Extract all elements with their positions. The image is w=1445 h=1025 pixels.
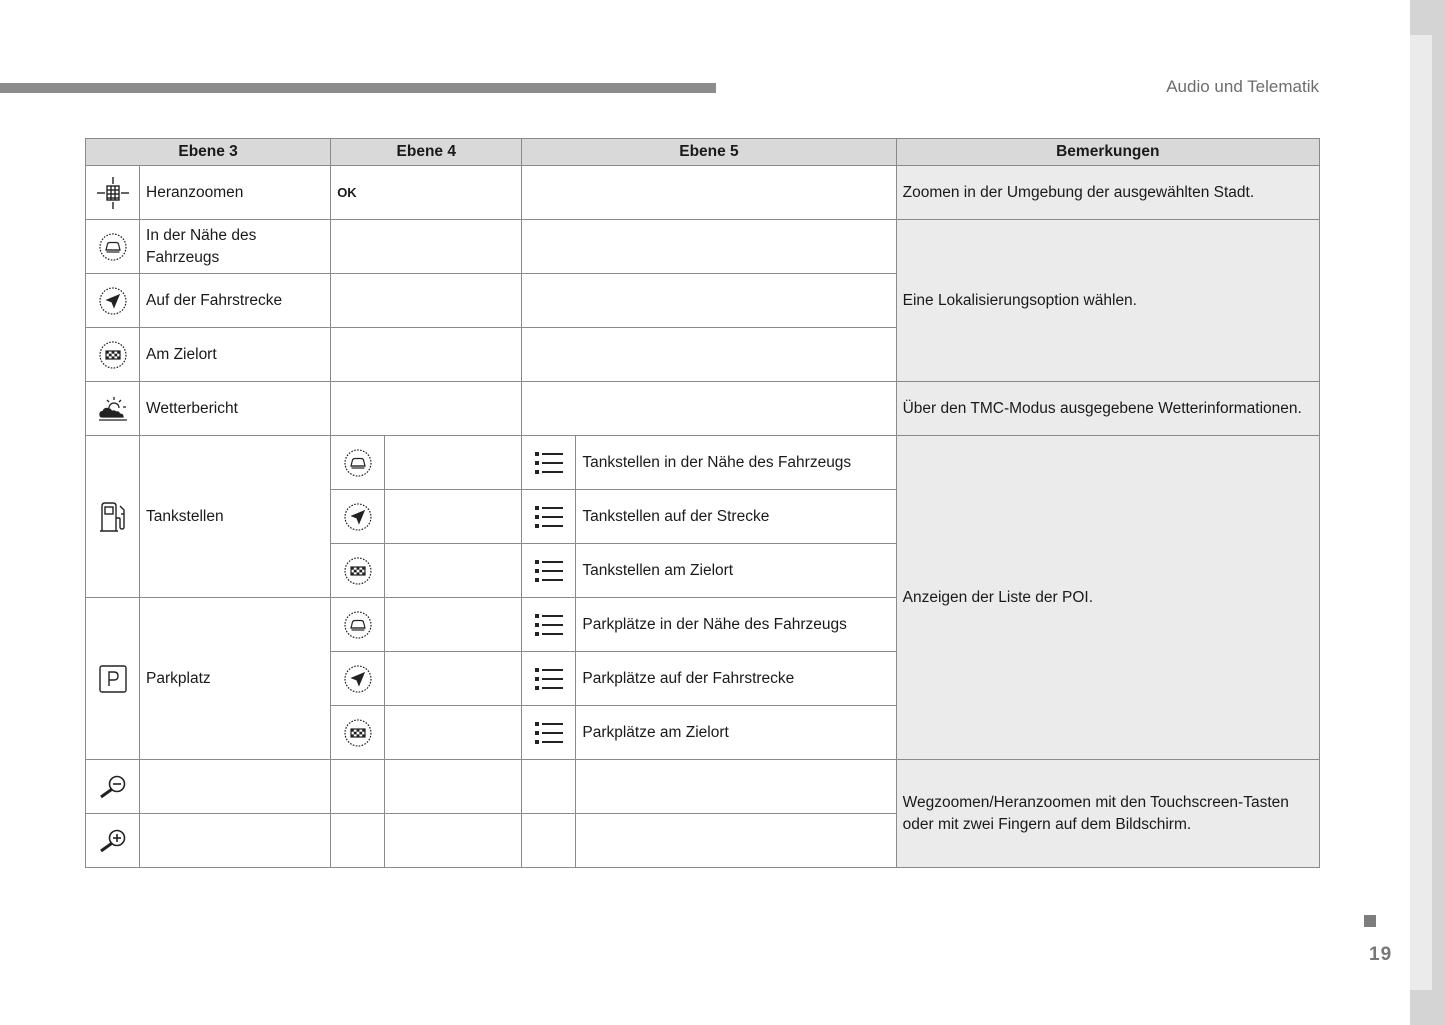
checkered-flag-icon: [86, 328, 140, 382]
zoom-position-icon: [86, 166, 140, 220]
ok-label: OK: [331, 166, 522, 220]
list-icon: [522, 544, 576, 598]
page-edge-inner: [1410, 35, 1432, 990]
list-item-label: Tankstellen am Zielort: [576, 544, 896, 598]
menu-table: [85, 138, 1320, 868]
remark: Über den TMC-Modus ausgegebene Wetterinformationen.: [896, 382, 1319, 436]
zoom-in-icon: [86, 814, 140, 868]
menu-label: Am Zielort: [140, 328, 331, 382]
list-icon: [522, 598, 576, 652]
section-title: Audio und Telematik: [1166, 77, 1319, 96]
navigation-arrow-icon: [331, 652, 385, 706]
table-row: [86, 760, 1320, 814]
list-icon: [522, 652, 576, 706]
table-row: [86, 220, 1320, 274]
menu-label: Wetterbericht: [140, 382, 331, 436]
navigation-arrow-icon: [331, 490, 385, 544]
remark: Anzeigen der Liste der POI.: [896, 436, 1319, 760]
list-item-label: Tankstellen auf der Strecke: [576, 490, 896, 544]
checkered-flag-icon: [331, 706, 385, 760]
column-header: Ebene 3: [86, 139, 331, 166]
menu-label: Auf der Fahrstrecke: [140, 274, 331, 328]
page-number: 19: [1369, 944, 1393, 965]
remark: Eine Lokalisierungsoption wählen.: [896, 220, 1319, 382]
menu-label: Parkplatz: [140, 598, 331, 760]
list-icon: [522, 436, 576, 490]
table-header-row: [86, 139, 1320, 166]
menu-label: Tankstellen: [140, 436, 331, 598]
list-icon: [522, 490, 576, 544]
car-circle-icon: [86, 220, 140, 274]
list-item-label: Parkplätze am Zielort: [576, 706, 896, 760]
zoom-out-icon: [86, 760, 140, 814]
list-icon: [522, 706, 576, 760]
table-row: [86, 436, 1320, 490]
page-marker: [1364, 915, 1376, 927]
header-bar: [0, 83, 716, 93]
car-circle-icon: [331, 598, 385, 652]
column-header: Ebene 4: [331, 139, 522, 166]
menu-label: Heranzoomen: [140, 166, 331, 220]
weather-icon: [86, 382, 140, 436]
list-item-label: Parkplätze auf der Fahrstrecke: [576, 652, 896, 706]
checkered-flag-icon: [331, 544, 385, 598]
car-circle-icon: [331, 436, 385, 490]
column-header: Bemerkungen: [896, 139, 1319, 166]
column-header: Ebene 5: [522, 139, 896, 166]
remark: Wegzoomen/Heranzoomen mit den Touchscreen-Tasten oder mit zwei Fingern auf dem Bildschirm.: [896, 760, 1319, 868]
fuel-pump-icon: [86, 436, 140, 598]
table-row: [86, 382, 1320, 436]
list-item-label: Parkplätze in der Nähe des Fahrzeugs: [576, 598, 896, 652]
menu-label: In der Nähe des Fahrzeugs: [140, 220, 331, 274]
remark: Zoomen in der Umgebung der ausgewählten Stadt.: [896, 166, 1319, 220]
list-item-label: Tankstellen in der Nähe des Fahrzeugs: [576, 436, 896, 490]
table-row: [86, 166, 1320, 220]
navigation-arrow-icon: [86, 274, 140, 328]
parking-icon: [86, 598, 140, 760]
